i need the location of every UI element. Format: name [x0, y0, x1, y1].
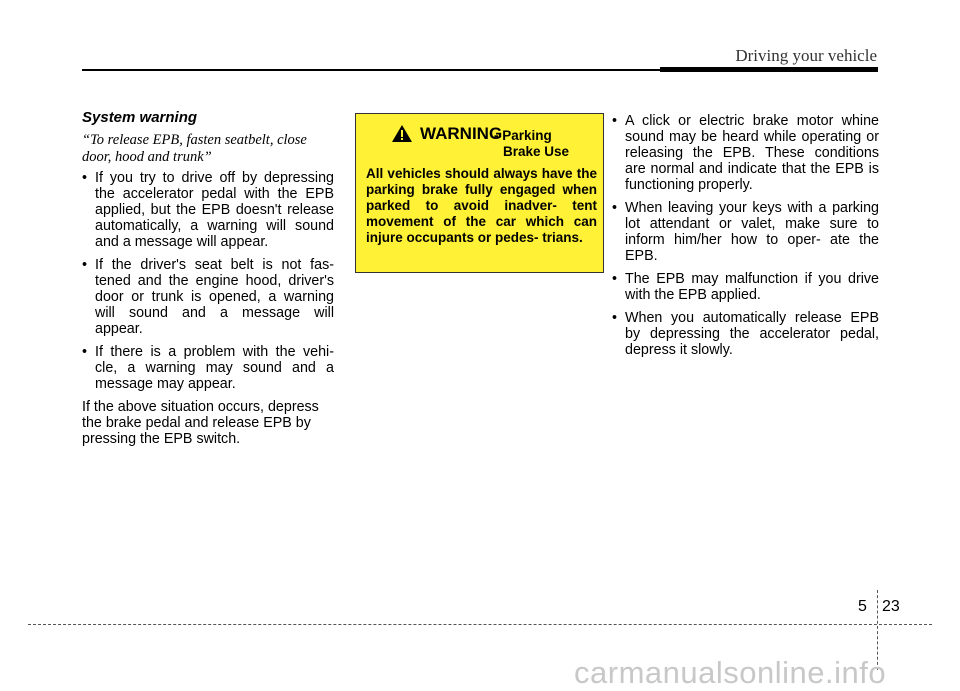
list-item: • A click or electric brake motor whine sound may be heard while operating or releasing the EPB. These conditions are normal and indicate that the EPB is functioning properly. [612, 113, 879, 193]
page-number: 23 [882, 598, 900, 615]
list-item: • If the driver's seat belt is not fas- tened and the engine hood, driver's door or trunk is opened, a warning will sound and a message will appear. [82, 257, 334, 337]
quote-line-2: door, hood and trunk” [82, 149, 212, 165]
right-column [612, 113, 879, 365]
warning-label: WARNING [420, 124, 503, 143]
section-title: Driving your vehicle [735, 46, 877, 65]
warning-header [366, 124, 597, 162]
warning-subtitle-1: - Parking [494, 128, 552, 143]
list-item: • If you try to drive off by depressing the accelerator pedal with the EPB applied, but the EPB doesn't release automatically, a warning will sound and a message will appear. [82, 170, 334, 250]
warning-message-quote [82, 132, 334, 166]
list-item: • When you automatically release EPB by depressing the accelerator pedal, depress it slowly. [612, 310, 879, 358]
system-warning-list [82, 170, 334, 392]
list-item: • When leaving your keys with a parking lot attendant or valet, make sure to inform him/her how to oper- ate the EPB. [612, 200, 879, 264]
watermark-text: carmanualsonline.info [574, 655, 887, 690]
release-instructions: If the above situation occurs, depress the brake pedal and release EPB by pressing the EPB switch. [82, 399, 319, 447]
left-column [82, 110, 334, 447]
warning-triangle-icon [392, 125, 412, 142]
epb-notes-list [612, 113, 879, 358]
list-item: • If there is a problem with the vehi- cle, a warning may sound and a message may appear. [82, 344, 334, 392]
warning-subtitle-2: Brake Use [503, 144, 570, 159]
chapter-number: 5 [858, 598, 867, 615]
quote-line-1: “To release EPB, fasten seatbelt, close [82, 132, 307, 148]
list-item: • The EPB may malfunction if you drive with the EPB applied. [612, 271, 879, 303]
warning-body-text: All vehicles should always have the parking brake fully engaged when parked to avoid inadver- tent movement of the car which can injure occupants or pedes- trians. [366, 166, 597, 245]
system-warning-heading: System warning [82, 109, 198, 126]
warning-box [355, 113, 604, 273]
header-rule-thick [660, 67, 878, 72]
footer-rule [28, 624, 932, 625]
header-rule-thin [82, 69, 660, 71]
